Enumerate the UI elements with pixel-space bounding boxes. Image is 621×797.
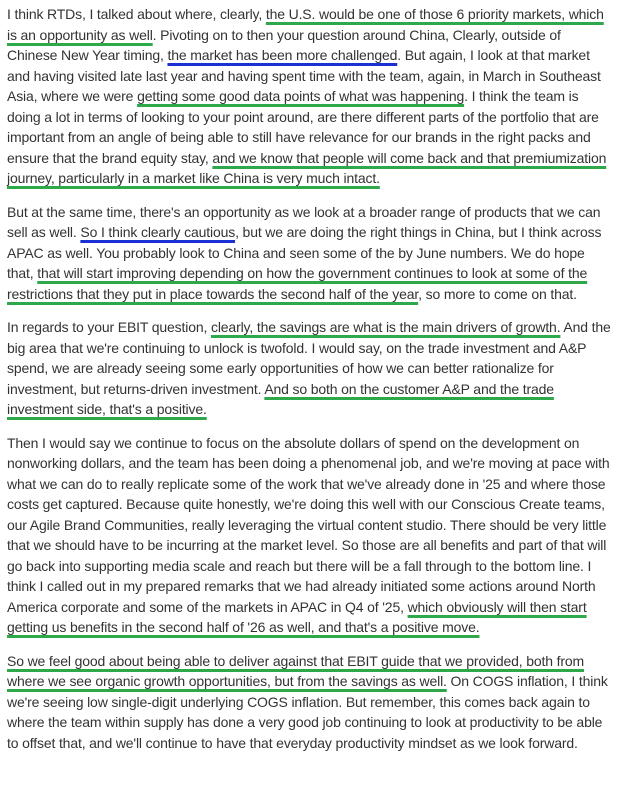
transcript-paragraph-1 [7,4,614,189]
green-underlined-highlight: And so both on the customer A&P and the trade investment side, that's a positive. [7,380,554,417]
green-underlined-highlight: clearly, the savings are what is the main drivers of growth. [210,319,561,335]
transcript-paragraph-5 [7,651,614,754]
green-underlined-highlight: the U.S. would be one of those 6 priority markets, which is an opportunity as well [7,6,604,43]
transcript-paragraph-4 [7,433,614,638]
text-segment: But at the same time, there's an opportunity as we look at a broader range of products that we can sell as well. [7,203,601,240]
text-segment: And the big area that we're continuing to unlock is twofold. I would say, on the trade investment and A&P spend, we are already seeing some early opportunities of how we can better rationalize for investment, but returns-driven investment. [7,319,611,397]
transcript-paragraph-3 [7,317,614,420]
text-segment: . But again, I look at that market and having visited late last year and having spent time with the team, again, in March in Southeast Asia, where we were [7,47,601,104]
green-underlined-highlight: that will start improving depending on how the government continues to look at some of the restrictions that they put in place towards the second half of the year [7,265,588,302]
green-underlined-highlight: getting some good data points of what was happening [137,88,465,104]
text-segment: I think RTDs, I talked about where, clearly, [7,6,266,22]
text-segment: In regards to your EBIT question, [7,319,211,335]
green-underlined-highlight: So we feel good about being able to deliver against that EBIT guide that we provided, both from where we see organic growth opportunities, but from the savings as well. [7,652,584,689]
text-segment: . I think the team is doing a lot in terms of looking to your point around, are there different parts of the portfolio that are important from an angle of being able to still have relevance for our brands in the right packs and ensure that the brand equity stay, [7,88,599,166]
blue-underlined-highlight: the market has been more challenged [167,47,398,63]
blue-underlined-highlight: So I think clearly cautious [80,224,236,240]
text-segment: , so more to come on that. [418,285,577,302]
text-segment: Then I would say we continue to focus on the absolute dollars of spend on the development on nonworking dollars, and the team has been doing a phenomenal job, and we're moving at pace with what we can do to really replicate some of the work that we've already done in '25 and where those costs get captured. Because quite honestly, we're doing this well with our Conscious Create teams, our Agile Brand Communities, really leveraging the virtual content studio. There should be very little that we should have to be incurring at the market level. So those are all benefits and part of that will go back into supporting media scale and reach but there will be a fall through to the bottom line. I think I called out in my prepared remarks that we had already initiated some actions around North America corporate and some of the markets in APAC in Q4 of '25, [7,434,610,615]
text-segment: , but we are doing the right things in China, but I think across APAC as well. You probably look to China and seen some of the by June numbers. We do hope that, [7,224,602,281]
transcript-paragraph-2 [7,202,614,305]
text-segment: On COGS inflation, I think we're seeing low single-digit underlying COGS inflation. But remember, this comes back again to where the team within supply has done a very good job continuing to look at productivity to be able to offset that, and we'll continue to have that everyday productivity mindset as we look forward. [7,673,608,751]
text-segment: . Pivoting on to then your question around China, Clearly, outside of Chinese New Year timing, [7,26,561,63]
green-underlined-highlight: and we know that people will come back and that premiumization journey, particularly in a market like China is very much intact. [7,149,607,186]
green-underlined-highlight: which obviously will then start getting us benefits in the second half of '26 as well, and that's a positive move. [7,598,587,635]
